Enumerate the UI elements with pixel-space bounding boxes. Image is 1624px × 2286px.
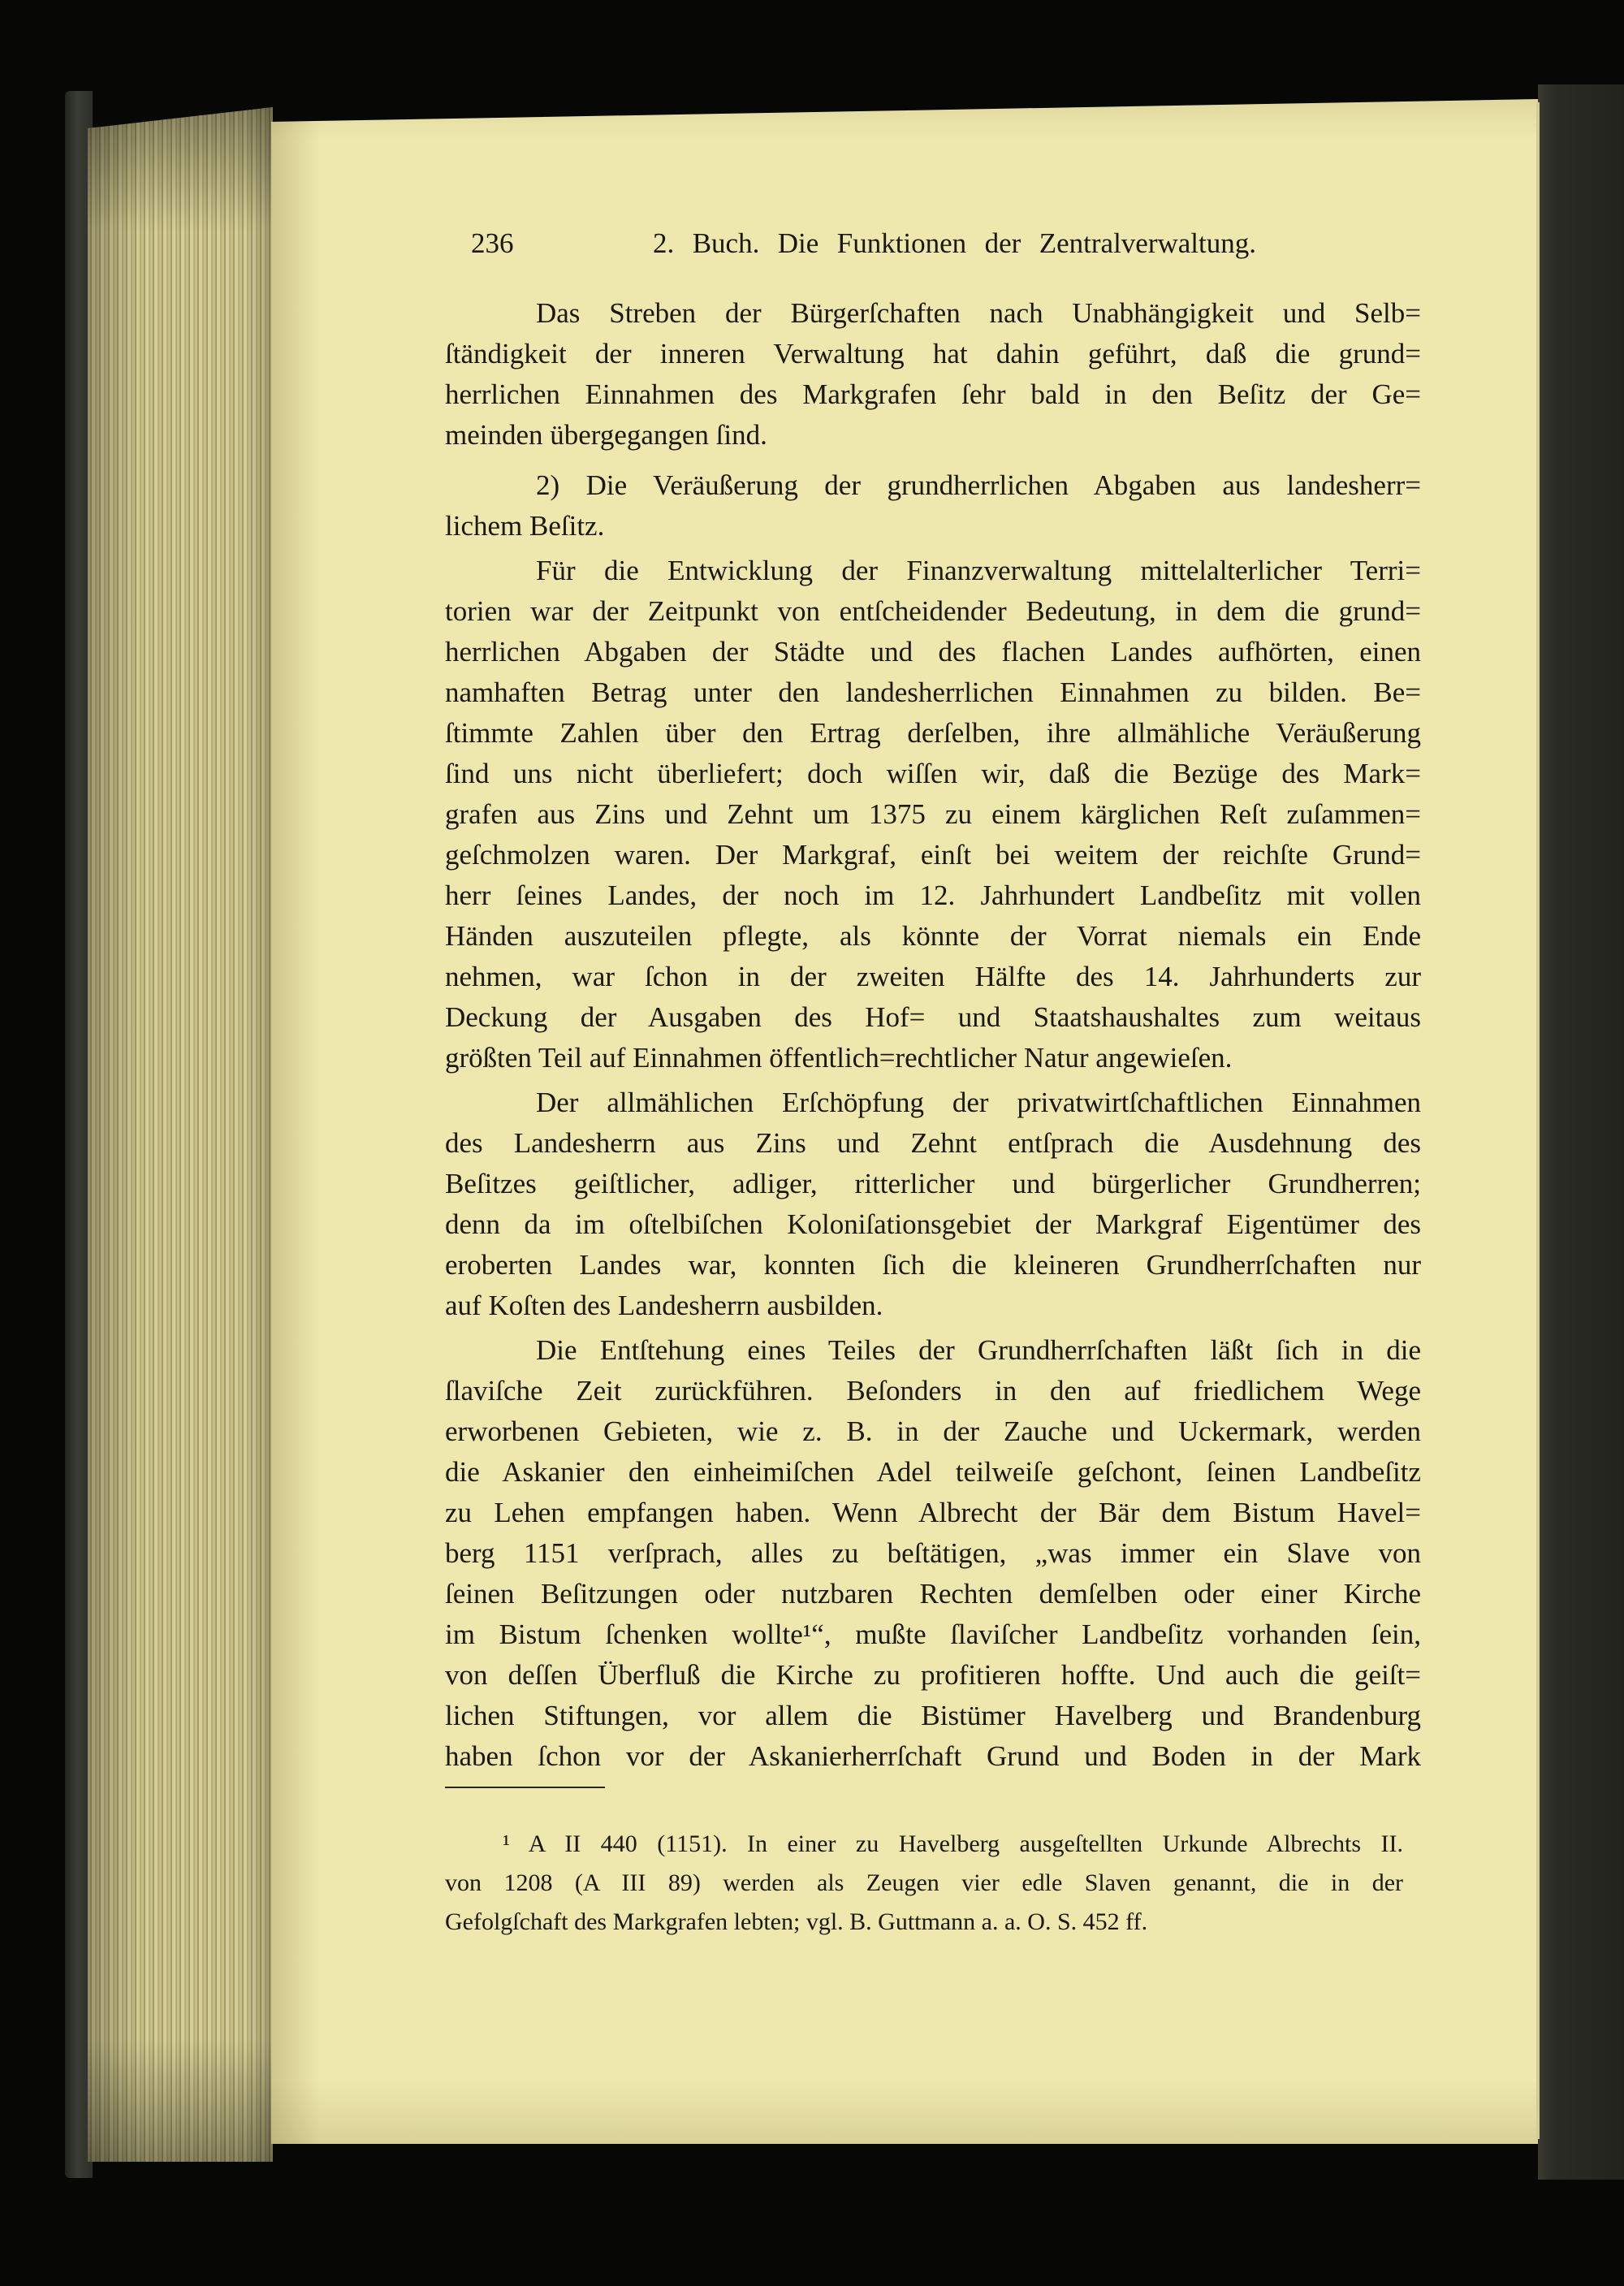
footnote-line: Gefolgſchaft des Markgrafen lebten; vgl. B. Guttmann a. a. O. S. 452 ff. (445, 1908, 1148, 1935)
body-line: ſlaviſche Zeit zurückführen. Beſonders in den auf friedlichem Wege (445, 1375, 1421, 1407)
body-line: Beſitzes geiſtlicher, adliger, ritterlicher und bürgerlicher Grundherren; (445, 1168, 1421, 1199)
body-line: eroberten Landes war, konnten ſich die kleineren Grundherrſchaften nur (445, 1249, 1421, 1281)
body-line: 2) Die Veräußerung der grundherrlichen Abgaben aus landesherr= (536, 469, 1421, 501)
body-line: ſtändigkeit der inneren Verwaltung hat dahin geführt, daß die grund= (445, 338, 1421, 369)
body-line: die Askanier den einheimiſchen Adel teilweiſe geſchont, ſeinen Landbeſitz (445, 1456, 1421, 1488)
body-line: im Bistum ſchenken wollte¹“, mußte ſlaviſcher Landbeſitz vorhanden ſein, (445, 1618, 1421, 1650)
body-line: grafen aus Zins und Zehnt um 1375 zu einem kärglichen Reſt zuſammen= (445, 798, 1421, 830)
paragraph (445, 293, 1421, 456)
page-edge-line (1536, 102, 1540, 2139)
body-line: nehmen, war ſchon in der zweiten Hälfte des 14. Jahrhunderts zur (445, 961, 1421, 992)
body-line: ſind uns nicht überliefert; doch wiſſen wir, daß die Bezüge des Mark= (445, 758, 1421, 789)
page-number: 236 (471, 227, 514, 259)
section-heading (445, 465, 1421, 547)
body-line: Der allmählichen Erſchöpfung der privatwirtſchaftlichen Einnahmen (536, 1087, 1421, 1118)
body-line: herrlichen Einnahmen des Markgrafen ſehr bald in den Beſitz der Ge= (445, 378, 1421, 410)
body-line: erworbenen Gebieten, wie z. B. in der Zauche und Uckermark, werden (445, 1415, 1421, 1447)
footnote-line: ¹ A II 440 (1151). In einer zu Havelberg ausgeſtellten Urkunde Albrechts II. (503, 1830, 1403, 1857)
paragraph (445, 1083, 1421, 1326)
body-text (445, 293, 1421, 1777)
body-line: zu Lehen empfangen haben. Wenn Albrecht der Bär dem Bistum Havel= (445, 1497, 1421, 1528)
body-line: Händen auszuteilen pflegte, als könnte der Vorrat niemals ein Ende (445, 920, 1421, 952)
footnote-line: von 1208 (A III 89) werden als Zeugen vier edle Slaven genannt, die in der (445, 1869, 1403, 1896)
body-line: ſeinen Beſitzungen oder nutzbaren Rechten demſelben oder einer Kirche (445, 1578, 1421, 1610)
body-line: auf Koſten des Landesherrn ausbilden. (445, 1290, 883, 1321)
facing-page-shadow (1538, 84, 1624, 2180)
body-line: größten Teil auf Einnahmen öffentlich=rechtlicher Natur angewieſen. (445, 1042, 1233, 1074)
page-edges-stack (88, 107, 273, 2162)
body-line: lichen Stiftungen, vor allem die Bistümer Havelberg und Brandenburg (445, 1700, 1421, 1731)
body-line: haben ſchon vor der Askanierherrſchaft Grund und Boden in der Mark (445, 1740, 1421, 1772)
body-line: des Landesherrn aus Zins und Zehnt entſprach die Ausdehnung des (445, 1127, 1421, 1159)
body-line: lichem Beſitz. (445, 510, 605, 542)
body-line: namhaften Betrag unter den landesherrlichen Einnahmen zu bilden. Be= (445, 676, 1421, 708)
body-line: denn da im oſtelbiſchen Koloniſationsgebiet der Markgraf Eigentümer des (445, 1208, 1421, 1240)
body-line: herr ſeines Landes, der noch im 12. Jahrhundert Landbeſitz mit vollen (445, 879, 1421, 911)
body-line: Die Entſtehung eines Teiles der Grundherrſchaften läßt ſich in die (536, 1334, 1421, 1366)
body-line: Das Streben der Bürgerſchaften nach Unabhängigkeit und Selb= (536, 297, 1421, 329)
body-line: berg 1151 verſprach, alles zu beſtätigen, „was immer ein Slave von (445, 1537, 1421, 1569)
body-line: herrlichen Abgaben der Städte und des flachen Landes aufhörten, einen (445, 636, 1421, 668)
body-line: Für die Entwicklung der Finanzverwaltung mittelalterlicher Terri= (536, 555, 1421, 586)
running-title: 2. Buch. Die Funktionen der Zentralverwaltung. (653, 227, 1256, 259)
footnote-rule (445, 1787, 605, 1788)
body-line: ſtimmte Zahlen über den Ertrag derſelben, ihre allmähliche Veräußerung (445, 717, 1421, 749)
body-line: von deſſen Überfluß die Kirche zu profitieren hoffte. Und auch die geiſt= (445, 1659, 1421, 1691)
body-line: meinden übergegangen ſind. (445, 419, 767, 451)
body-line: geſchmolzen waren. Der Markgraf, einſt bei weitem der reichſte Grund= (445, 839, 1421, 871)
body-line: Deckung der Ausgaben des Hof= und Staatshaushaltes zum weitaus (445, 1001, 1421, 1033)
body-line: torien war der Zeitpunkt von entſcheidender Bedeutung, in dem die grund= (445, 595, 1421, 627)
paragraph (445, 551, 1421, 1078)
footnote (445, 1825, 1403, 1942)
paragraph (445, 1330, 1421, 1777)
